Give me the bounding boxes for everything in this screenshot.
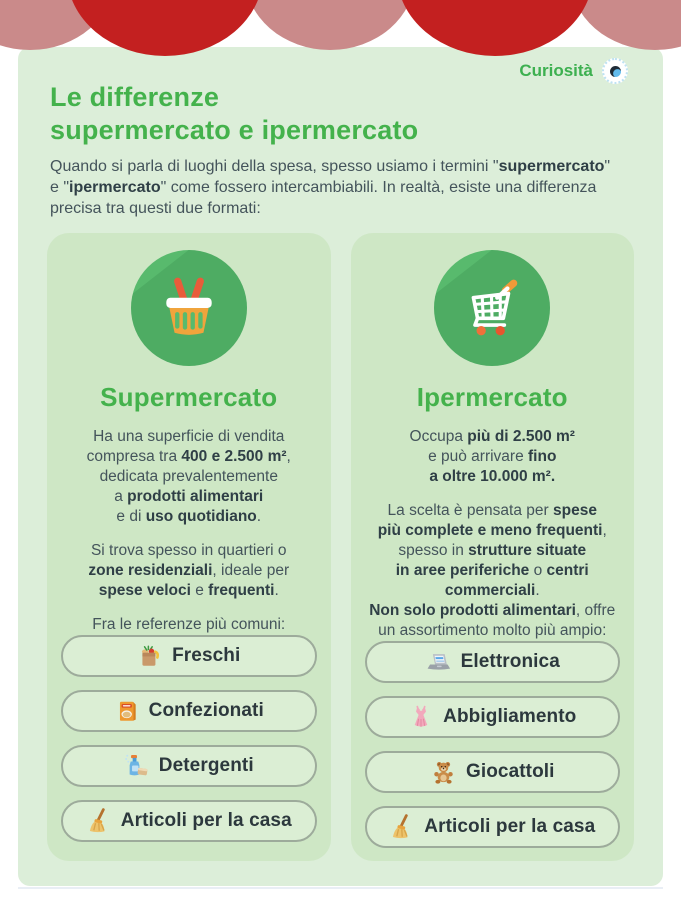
scallop-shape — [570, 0, 681, 50]
dress-icon — [408, 704, 434, 730]
pill-detergenti[interactable] — [61, 745, 317, 787]
panel-paragraph: Occupa più di 2.500 m² e può arrivare fino a oltre 10.000 m². — [409, 428, 575, 485]
grocery-bag-icon — [137, 643, 163, 669]
pill-label: Elettronica — [460, 651, 560, 672]
intro-paragraph: Quando si parla di luoghi della spesa, spesso usiamo i termini "supermercato" e "ipermercato" come fossero intercambiabili. In realtà, esiste una differenza precisa tra questi due formati: — [50, 158, 611, 217]
bottom-divider — [18, 887, 663, 889]
pill-label: Giocattoli — [465, 761, 555, 782]
panel-paragraph: La scelta è pensata per spese più complete e meno frequenti, spesso in strutture situate in aree periferiche o centri commerciali. Non solo prodotti alimentari, offre un assortimento molto più ampio: — [369, 502, 616, 639]
laptop-icon — [425, 649, 452, 676]
broom-icon — [389, 814, 415, 840]
pill-giocattoli[interactable] — [365, 751, 621, 793]
broom-icon — [86, 808, 112, 834]
shopping-basket-icon — [131, 250, 247, 366]
cereal-box-icon — [114, 698, 140, 724]
pill-confezionati[interactable] — [61, 690, 317, 732]
page-title-line1: Le differenze — [50, 82, 220, 112]
curiosita-badge[interactable] — [47, 59, 634, 83]
pill-label: Confezionati — [148, 700, 264, 721]
supermercato-panel — [47, 233, 331, 861]
pill-label: Freschi — [172, 645, 241, 666]
page-title-line2: supermercato e ipermercato — [50, 115, 419, 145]
pill-list — [61, 635, 317, 842]
shopping-cart-icon — [434, 250, 550, 366]
pill-label: Detergenti — [158, 755, 254, 776]
ipermercato-panel — [351, 233, 635, 861]
pill-label: Articoli per la casa — [424, 816, 596, 837]
panel-paragraph: Fra le referenze più comuni: — [92, 616, 286, 633]
panel-paragraph: Ha una superficie di vendita compresa tra 400 e 2.500 m², dedicata prevalentemente a prodotti alimentari e di uso quotidiano. — [86, 428, 291, 525]
pill-label: Articoli per la casa — [120, 810, 292, 831]
teddy-bear-icon — [430, 759, 457, 786]
panel-title: Ipermercato — [416, 382, 568, 412]
panel-paragraph: Si trova spesso in quartieri o zone residenziali, ideale per spese veloci e frequenti. — [88, 542, 290, 599]
spray-bottle-icon — [124, 753, 150, 779]
pill-freschi[interactable] — [61, 635, 317, 677]
pill-label: Abbigliamento — [443, 706, 577, 727]
eye-pupil — [610, 66, 621, 77]
pill-elettronica[interactable] — [365, 641, 621, 683]
pill-articoli-casa[interactable] — [61, 800, 317, 842]
scallop-shape — [245, 0, 415, 50]
scallop-shape — [0, 0, 115, 50]
pill-abbigliamento[interactable] — [365, 696, 621, 738]
card-header — [47, 59, 634, 219]
page-title — [50, 81, 634, 147]
pill-articoli-casa[interactable] — [365, 806, 621, 848]
comparison-columns — [47, 233, 634, 861]
eye-icon[interactable] — [602, 58, 628, 84]
panel-title: Supermercato — [100, 382, 278, 412]
curiosita-label: Curiosità — [519, 61, 593, 80]
main-card — [18, 47, 663, 886]
pill-list — [365, 641, 621, 848]
